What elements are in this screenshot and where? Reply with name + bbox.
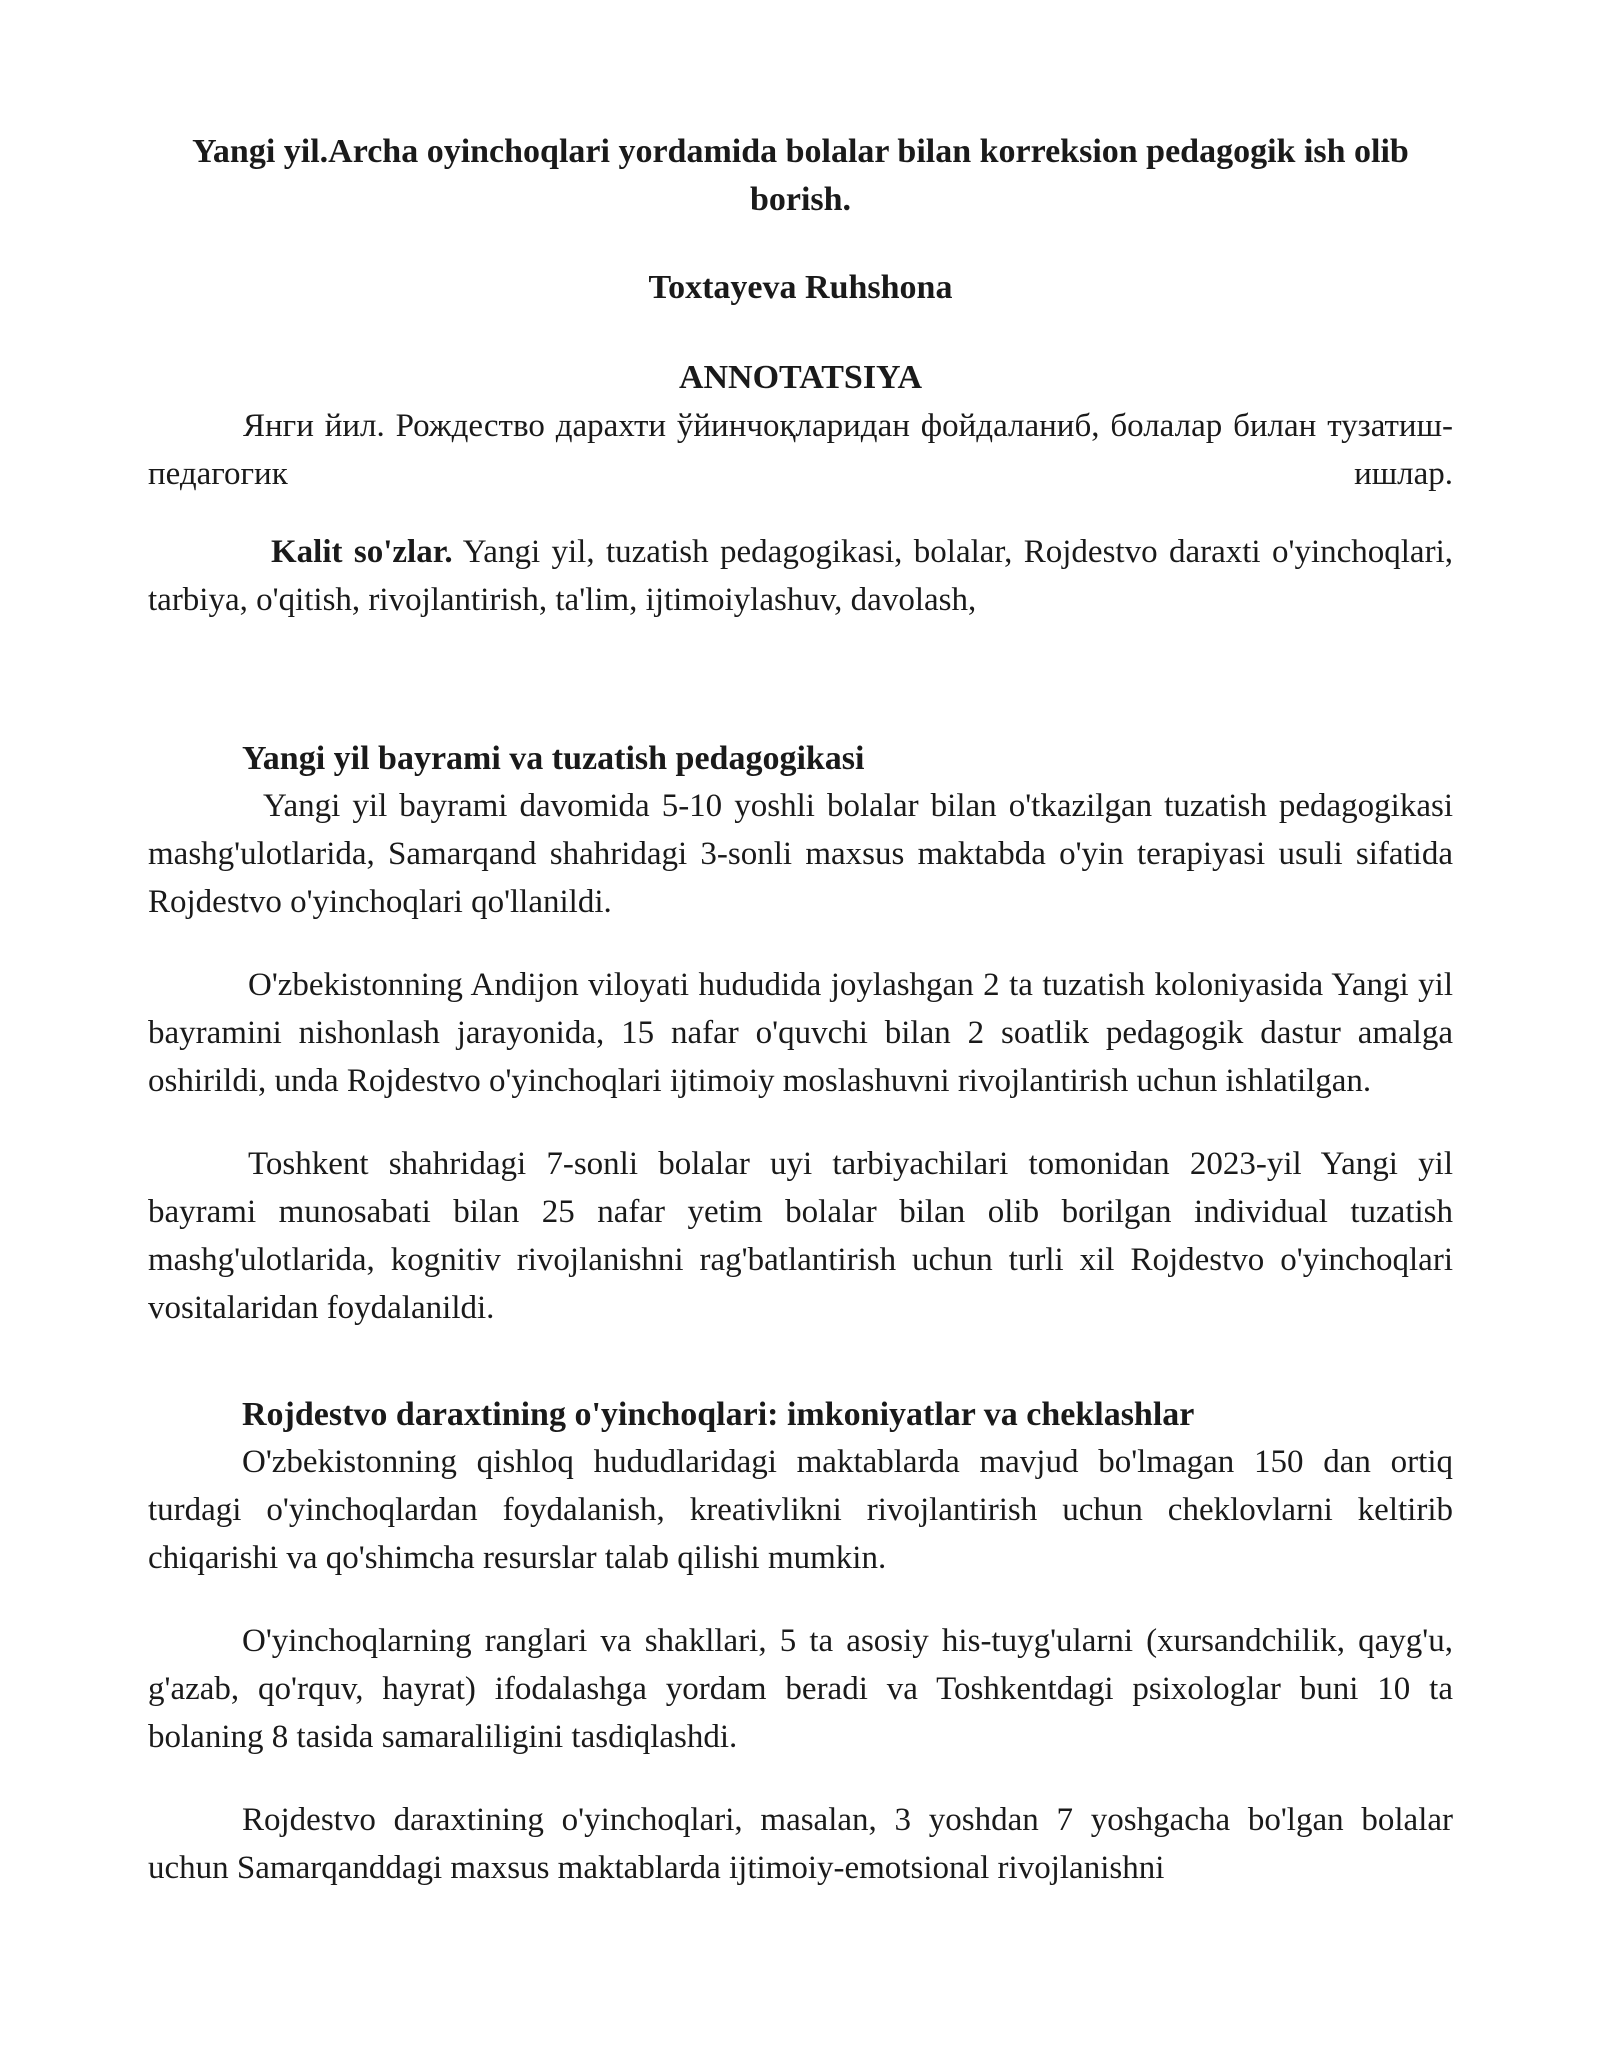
section-heading-new-year: Yangi yil bayrami va tuzatish pedagogikasi: [242, 740, 865, 777]
section2-paragraph-2: O'yinchoqlarning ranglari va shakllari, 5 ta asosiy his-tuyg'ularni (xursandchilik, qayg'u, g'azab, qo'rquv, hayrat) ifodalashga yordam beradi va Toshkentdagi psixologlar buni 10 ta bolaning 8 tasida samaraliligini tasdiqlashdi.: [148, 1623, 1453, 1755]
document-page: [148, 128, 1453, 1892]
document-title: Yangi yil.Archa oyinchoqlari yordamida bolalar bilan korreksion pedagogik ish olib borish.: [192, 133, 1409, 218]
author-name: Toxtayeva Ruhshona: [648, 269, 953, 306]
keywords-text: Yangi yil, tuzatish pedagogikasi, bolalar, Rojdestvo daraxti o'yinchoqlari, tarbiya, o'qitish, rivojlantirish, ta'lim, ijtimoiylashuv, davolash,: [148, 534, 1453, 618]
annotation-heading: ANNOTATSIYA: [678, 359, 923, 396]
keywords-label: Kalit so'zlar.: [271, 534, 453, 570]
annotation-text: Янги йил. Рождество дарахти ўйинчоқларидан фойдаланиб, болалар билан тузатиш-педагогик ишлар.: [148, 408, 1453, 492]
section1-paragraph-2: O'zbekistonning Andijon viloyati hududida joylashgan 2 ta tuzatish koloniyasida Yangi yil bayramini nishonlash jarayonida, 15 nafar o'quvchi bilan 2 soatlik pedagogik dastur amalga oshirildi, unda Rojdestvo o'yinchoqlari ijtimoiy moslashuvni rivojlantirish uchun ishlatilgan.: [148, 967, 1453, 1099]
section1-paragraph-3: Toshkent shahridagi 7-sonli bolalar uyi tarbiyachilari tomonidan 2023-yil Yangi yil bayrami munosabati bilan 25 nafar yetim bolalar bilan olib borilgan individual tuzatish mashg'ulotlarida, kognitiv rivojlanishni rag'batlantirish uchun turli xil Rojdestvo o'yinchoqlari vositalaridan foydalanildi.: [148, 1146, 1453, 1326]
section1-paragraph-1: Yangi yil bayrami davomida 5-10 yoshli bolalar bilan o'tkazilgan tuzatish pedagogikasi mashg'ulotlarida, Samarqand shahridagi 3-sonli maxsus maktabda o'yin terapiyasi usuli sifatida Rojdestvo o'yinchoqlari qo'llanildi.: [148, 788, 1453, 920]
section2-paragraph-3: Rojdestvo daraxtining o'yinchoqlari, masalan, 3 yoshdan 7 yoshgacha bo'lgan bolalar uchun Samarqanddagi maxsus maktablarda ijtimoiy-emotsional rivojlanishni: [148, 1802, 1453, 1886]
keywords-paragraph: [148, 528, 1453, 624]
section2-paragraph-1: O'zbekistonning qishloq hududlaridagi maktablarda mavjud bo'lmagan 150 dan ortiq turdagi o'yinchoqlardan foydalanish, kreativlikni rivojlantirish uchun cheklovlarni keltirib chiqarishi va qo'shimcha resurslar talab qilishi mumkin.: [148, 1444, 1453, 1576]
section-heading-toys: Rojdestvo daraxtining o'yinchoqlari: imkoniyatlar va cheklashlar: [242, 1396, 1195, 1433]
